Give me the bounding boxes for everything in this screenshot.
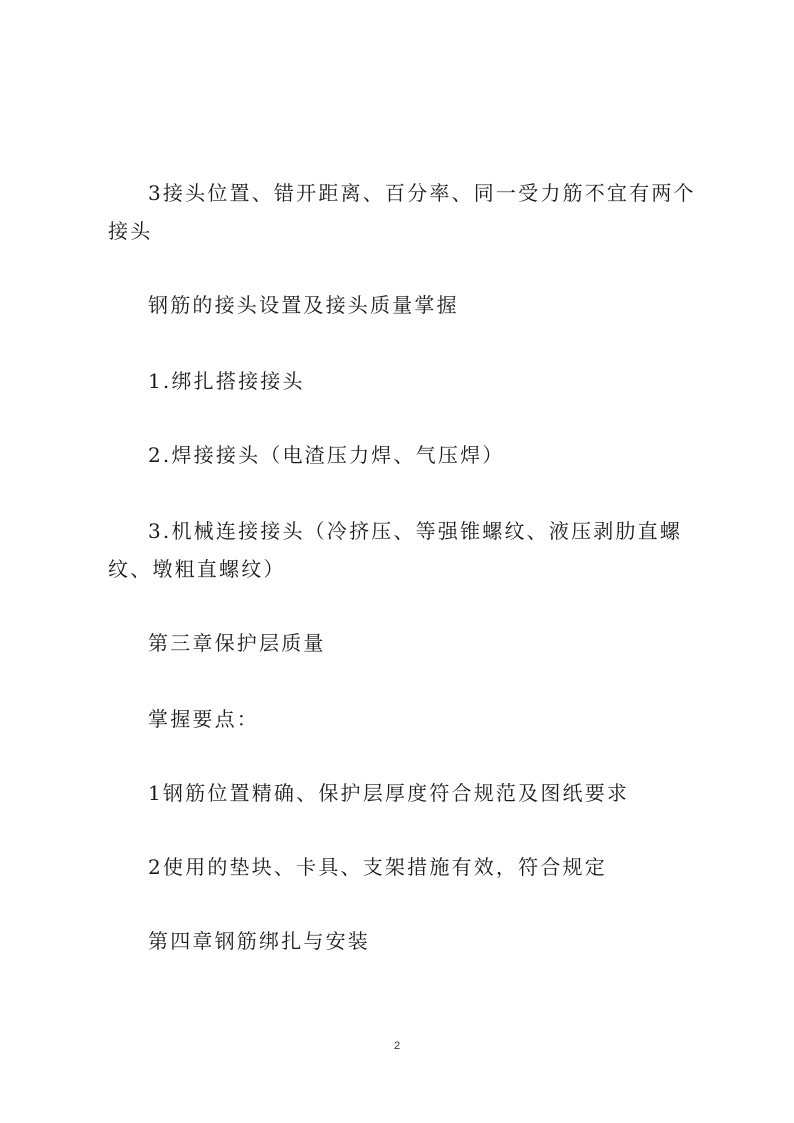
paragraph-joint-position: 3接头位置、错开距离、百分率、同一受力筋不宜有两个接头 — [108, 181, 696, 243]
chapter-three-heading: 第三章保护层质量 — [148, 631, 326, 655]
paragraph-rebar-position: 1钢筋位置精确、保护层厚度符合规范及图纸要求 — [148, 781, 630, 805]
key-points-heading: 掌握要点： — [148, 707, 259, 731]
paragraph-welded-joint: 2.焊接接头（电渣压力焊、气压焊） — [148, 443, 505, 467]
paragraph-joint-quality-heading: 钢筋的接头设置及接头质量掌握 — [148, 293, 459, 317]
paragraph-mechanical-joint: 3.机械连接接头（冷挤压、等强锥螺纹、液压剥肋直螺纹、墩粗直螺纹） — [108, 519, 683, 581]
paragraph-lap-joint: 1.绑扎搭接接头 — [148, 369, 305, 393]
page-number: 2 — [393, 1040, 401, 1052]
paragraph-spacer-measures: 2使用的垫块、卡具、支架措施有效，符合规定 — [148, 855, 607, 879]
chapter-four-heading: 第四章钢筋绑扎与安装 — [148, 929, 370, 953]
